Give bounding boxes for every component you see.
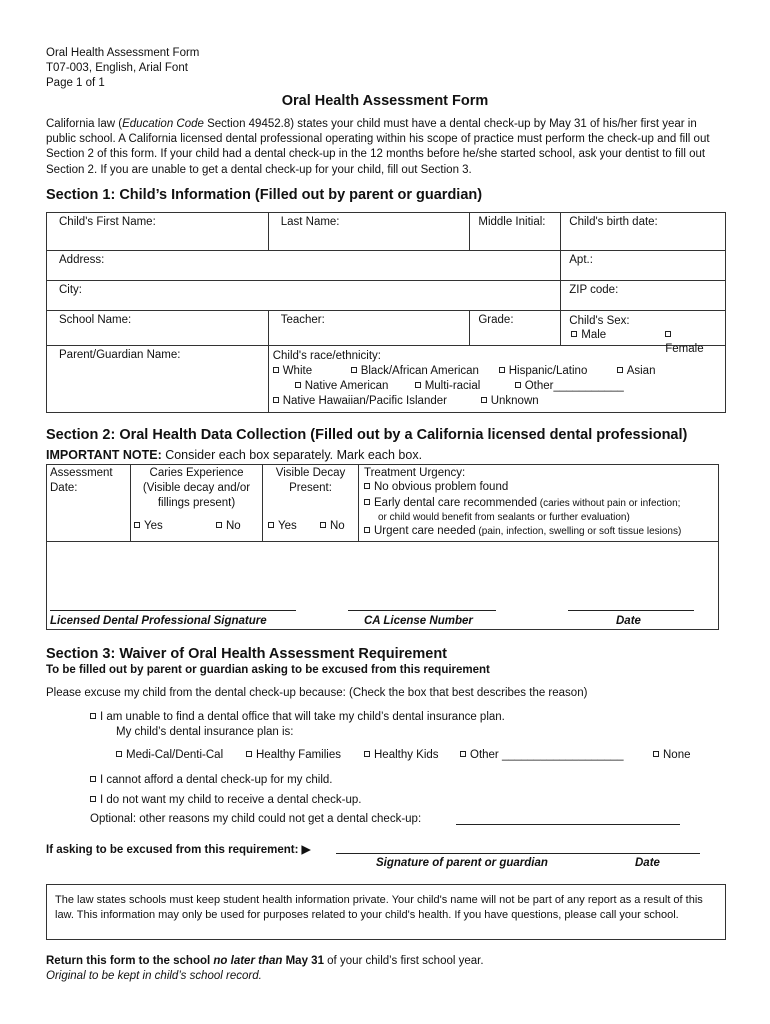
birth-date-field[interactable]: Child's birth date: (561, 213, 726, 251)
apt-field[interactable]: Apt.: (561, 251, 726, 281)
page-title: Oral Health Assessment Form (281, 93, 489, 109)
plan-none-checkbox[interactable]: None (653, 749, 691, 761)
caries-no-checkbox[interactable]: No (216, 520, 241, 532)
decay-no-checkbox[interactable]: No (320, 520, 345, 532)
waiver-prompt: Please excuse my child from the dental check-up because: (Check the box that best describes the reason) (46, 687, 588, 699)
return-instructions: Return this form to the school no later than May 31 of your child’s first school year. (46, 955, 484, 967)
zip-field[interactable]: ZIP code: (561, 281, 726, 311)
plan-medical-checkbox[interactable]: Medi-Cal/Denti-Cal (116, 749, 223, 761)
urgency-early-detail: or child would benefit from sealants or further evaluation) (378, 512, 630, 523)
race-unknown-checkbox[interactable]: Unknown (481, 394, 539, 409)
caries-experience-label: Caries Experience (Visible decay and/or fillings present) (142, 467, 251, 509)
intro-paragraph: California law (Education Code Section 49452.8) states your child must have a dental check-up by May 31 of his/her first year in public school. A California licensed dental professional operating within his scope of practice must perform the check-up and fill out Section 2 of this form. If your child had a dental check-up in the 12 months before he/she started school, ask your dentist to fill out Section 2. If you are unable to get a dental check-up for your child, fill out Section 3. (46, 118, 710, 176)
insurance-plan-label: My child’s dental insurance plan is: (116, 726, 294, 738)
race-ethnicity-field: Child's race/ethnicity: White Black/African American Hispanic/Latino Asian Native American Multi-racial Other___________ Native Hawaiian/Pacific Islander Unknown (268, 346, 725, 413)
race-native-american-checkbox[interactable]: Native American (295, 379, 389, 394)
last-name-field[interactable]: Last Name: (268, 213, 470, 251)
treatment-urgency-label: Treatment Urgency: (364, 467, 466, 479)
middle-initial-field[interactable]: Middle Initial: (470, 213, 561, 251)
school-name-field[interactable]: School Name: (47, 311, 269, 346)
record-note: Original to be kept in child’s school record. (46, 970, 262, 982)
parent-signature-input[interactable] (336, 853, 700, 854)
plan-other-checkbox[interactable]: Other ___________________ (460, 749, 623, 761)
page-number: Page 1 of 1 (46, 77, 105, 89)
city-field[interactable]: City: (47, 281, 561, 311)
reason-no-dental-office-checkbox[interactable]: I am unable to find a dental office that will take my child’s dental insurance plan. (90, 711, 505, 723)
assessment-date-field[interactable]: Assessment Date: (50, 467, 113, 494)
license-number-label: CA License Number (364, 615, 473, 627)
form-id-line1: Oral Health Assessment Form (46, 47, 200, 59)
decay-yes-checkbox[interactable]: Yes (268, 520, 297, 532)
urgency-early-checkbox[interactable]: Early dental care recommended (caries without pain or infection; (364, 497, 680, 509)
reason-do-not-want-checkbox[interactable]: I do not want my child to receive a dental check-up. (90, 794, 361, 806)
important-note: IMPORTANT NOTE: Consider each box separately. Mark each box. (46, 448, 423, 462)
first-name-field[interactable]: Child's First Name: (47, 213, 269, 251)
urgency-urgent-checkbox[interactable]: Urgent care needed (pain, infection, swelling or soft tissue lesions) (364, 525, 681, 537)
optional-reasons-input[interactable] (456, 824, 680, 825)
race-black-checkbox[interactable]: Black/African American (351, 364, 479, 379)
race-white-checkbox[interactable]: White (273, 364, 312, 379)
plan-healthy-kids-checkbox[interactable]: Healthy Kids (364, 749, 439, 761)
excused-label: If asking to be excused from this requirement: ▶ (46, 844, 311, 856)
plan-healthy-families-checkbox[interactable]: Healthy Families (246, 749, 341, 761)
race-hispanic-checkbox[interactable]: Hispanic/Latino (499, 364, 588, 379)
male-checkbox[interactable]: Male (571, 328, 606, 342)
visible-decay-label: Visible Decay Present: (275, 467, 346, 494)
parent-name-field[interactable]: Parent/Guardian Name: (47, 346, 269, 413)
race-other-checkbox[interactable]: Other___________ (515, 379, 624, 394)
grade-field[interactable]: Grade: (470, 311, 561, 346)
dental-date-label: Date (616, 615, 641, 627)
urgency-none-checkbox[interactable]: No obvious problem found (364, 481, 508, 493)
caries-yes-checkbox[interactable]: Yes (134, 520, 163, 532)
dental-signature-label: Licensed Dental Professional Signature (50, 615, 267, 627)
child-info-table (46, 212, 726, 413)
parent-signature-label: Signature of parent or guardian (376, 857, 548, 869)
address-field[interactable]: Address: (47, 251, 561, 281)
optional-reasons-label: Optional: other reasons my child could not get a dental check-up: (90, 813, 422, 825)
section2-heading: Section 2: Oral Health Data Collection (Filled out by a California licensed dental professional) (46, 427, 688, 443)
section3-heading: Section 3: Waiver of Oral Health Assessment Requirement (46, 646, 448, 662)
section1-heading: Section 1: Child’s Information (Filled out by parent or guardian) (46, 187, 483, 203)
form-id-line2: T07-003, English, Arial Font (46, 62, 188, 74)
sex-field: Child's Sex: Male Female (561, 311, 726, 346)
reason-cannot-afford-checkbox[interactable]: I cannot afford a dental check-up for my child. (90, 774, 332, 786)
parent-date-label: Date (635, 857, 660, 869)
race-hawaiian-checkbox[interactable]: Native Hawaiian/Pacific Islander (273, 394, 447, 409)
teacher-field[interactable]: Teacher: (268, 311, 470, 346)
race-multiracial-checkbox[interactable]: Multi-racial (415, 379, 481, 394)
female-checkbox[interactable]: Female (665, 328, 713, 356)
race-asian-checkbox[interactable]: Asian (617, 364, 656, 379)
privacy-notice: The law states schools must keep student health information private. Your child's name will not be part of any report as a result of this law. This information may only be used for purposes related to your child's health. If you have questions, please call your school. (46, 884, 726, 940)
section3-subheading: To be filled out by parent or guardian asking to be excused from this requirement (46, 664, 490, 676)
